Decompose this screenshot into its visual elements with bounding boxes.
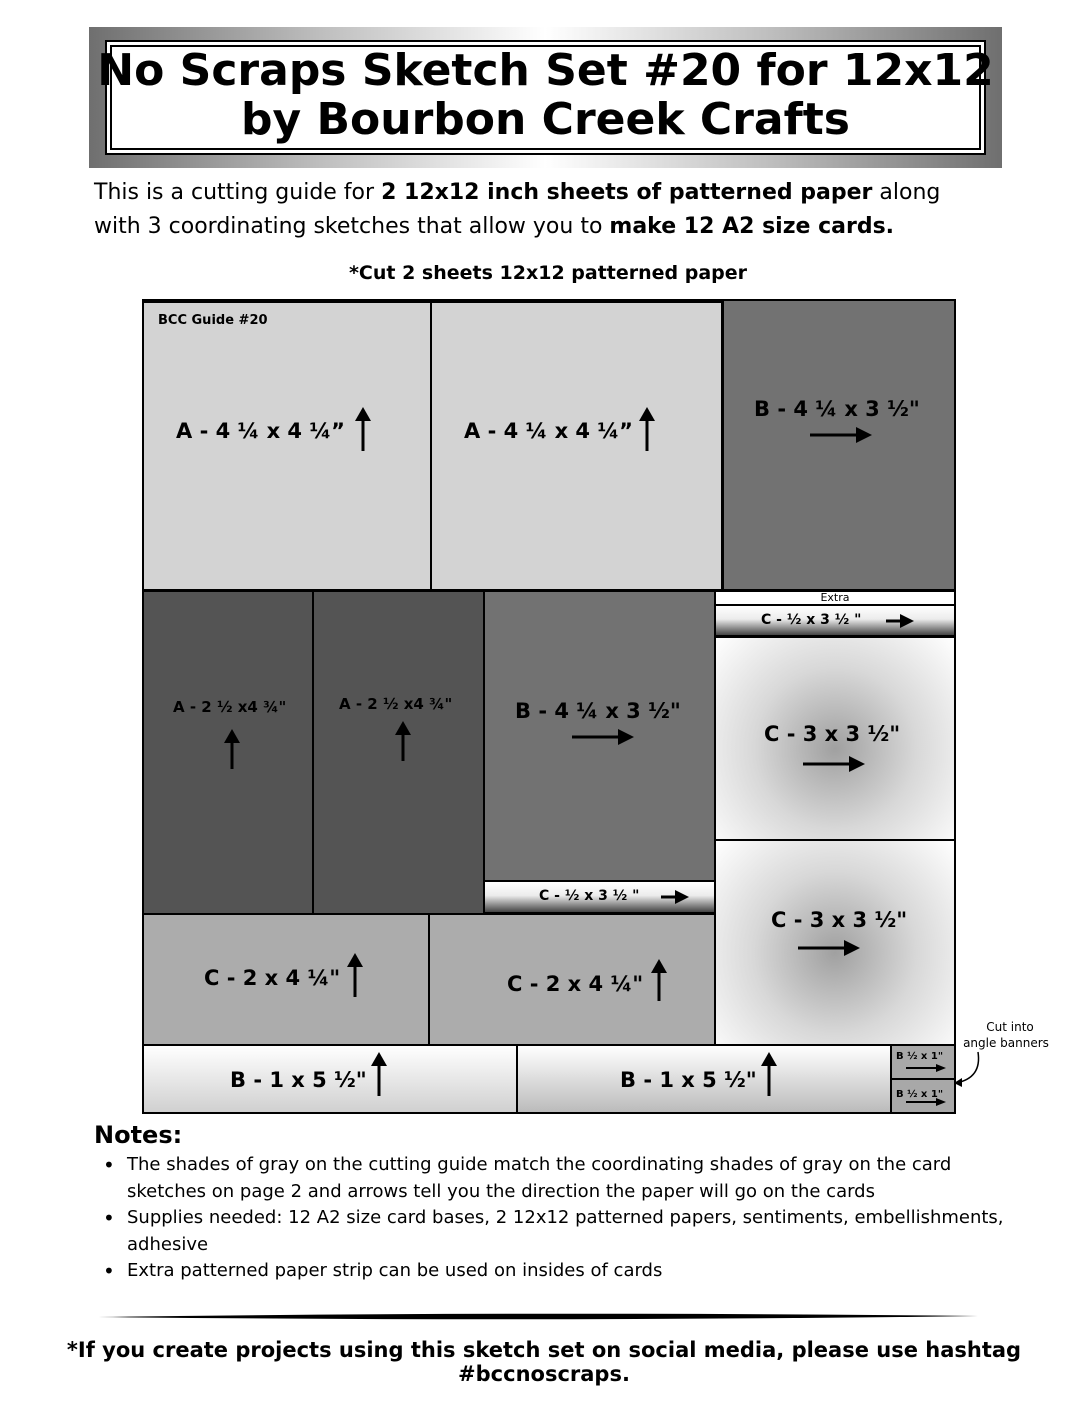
title-line-2: by Bourbon Creek Crafts	[241, 94, 850, 145]
footer-hashtag-note: *If you create projects using this sketch set on social media, please use hashtag #bccnoscraps.	[66, 1338, 1022, 1386]
guide-id-label: BCC Guide #20	[158, 313, 268, 328]
arrow-right-icon	[906, 1098, 946, 1106]
piece-label: B - 4 ¼ x 3 ½"	[515, 699, 681, 723]
piece-label: B ½ x 1"	[896, 1089, 944, 1100]
arrow-up-icon	[651, 959, 667, 1001]
arrow-up-icon	[347, 953, 363, 997]
piece-label: C - 3 x 3 ½"	[764, 722, 901, 746]
intro-line-2: with 3 coordinating sketches that allow you to make 12 A2 size cards.	[94, 214, 895, 239]
note-item: • The shades of gray on the cutting guide match the coordinating shades of gray on the card sketches on page 2 and arrows tell you the direction the paper will go on the cards	[127, 1152, 1027, 1205]
piece-c-square-2	[714, 839, 956, 1046]
arrow-up-icon	[395, 721, 411, 761]
piece-a-top-left	[142, 301, 432, 591]
arrow-up-icon	[224, 729, 240, 769]
piece-label: B ½ x 1"	[896, 1051, 944, 1062]
piece-b-band-left	[142, 1044, 518, 1114]
piece-a-col2	[312, 590, 485, 915]
intro-line-1: This is a cutting guide for 2 12x12 inch sheets of patterned paper along	[94, 180, 941, 205]
piece-label: B - 1 x 5 ½"	[620, 1068, 757, 1092]
arrow-up-icon	[639, 407, 655, 451]
piece-b-top-right	[722, 299, 956, 591]
curved-arrow-icon	[950, 1052, 986, 1088]
arrow-right-icon	[803, 756, 865, 772]
piece-label: B - 1 x 5 ½"	[230, 1068, 367, 1092]
arrow-right-icon	[810, 427, 872, 443]
cut-heading: *Cut 2 sheets 12x12 patterned paper	[348, 262, 748, 284]
piece-c-left	[142, 913, 430, 1046]
arrow-right-icon	[798, 940, 860, 956]
arrow-right-icon	[661, 890, 689, 904]
piece-b-mid	[483, 590, 716, 882]
piece-label: C - ½ x 3 ½ "	[539, 888, 640, 904]
arrow-right-icon	[572, 729, 634, 745]
annotation-angle-banners: angle banners	[963, 1036, 1049, 1050]
annotation-cut-into: Cut into	[986, 1020, 1034, 1034]
piece-label: A - 4 ¼ x 4 ¼”	[464, 419, 633, 443]
arrow-right-icon	[906, 1064, 946, 1072]
arrow-up-icon	[355, 407, 371, 451]
piece-label: C - 3 x 3 ½"	[771, 908, 908, 932]
note-item: • Extra patterned paper strip can be used on insides of cards	[127, 1258, 1027, 1285]
extra-label: Extra	[820, 591, 850, 604]
piece-c-square-1	[714, 636, 956, 841]
piece-label: A - 4 ¼ x 4 ¼”	[176, 419, 345, 443]
piece-c-strip-mid	[483, 880, 716, 914]
piece-label: C - 2 x 4 ¼"	[204, 966, 341, 990]
note-item: • Supplies needed: 12 A2 size card bases, 2 12x12 patterned papers, sentiments, embellishments, adhesive	[127, 1205, 1027, 1258]
arrow-up-icon	[371, 1052, 387, 1096]
piece-c-strip-right	[714, 604, 956, 637]
notes-heading: Notes:	[94, 1121, 183, 1149]
piece-label: C - ½ x 3 ½ "	[761, 612, 862, 628]
piece-b-band-right	[516, 1044, 892, 1114]
piece-a-col1	[142, 590, 314, 915]
divider-brush-stroke	[98, 1312, 978, 1322]
piece-label: A - 2 ½ x4 ¾"	[173, 698, 287, 716]
piece-a-top-mid	[430, 301, 723, 591]
piece-label: A - 2 ½ x4 ¾"	[339, 695, 453, 713]
arrow-right-icon	[886, 614, 914, 628]
title-line-1: No Scraps Sketch Set #20 for 12x12	[97, 45, 994, 96]
piece-label: C - 2 x 4 ¼"	[507, 972, 644, 996]
arrow-up-icon	[761, 1052, 777, 1096]
piece-b-small-1	[890, 1044, 956, 1080]
notes-list	[94, 1152, 1027, 1285]
piece-b-small-2	[890, 1078, 956, 1114]
piece-label: B - 4 ¼ x 3 ½"	[754, 397, 920, 421]
piece-c-mid	[428, 913, 716, 1046]
